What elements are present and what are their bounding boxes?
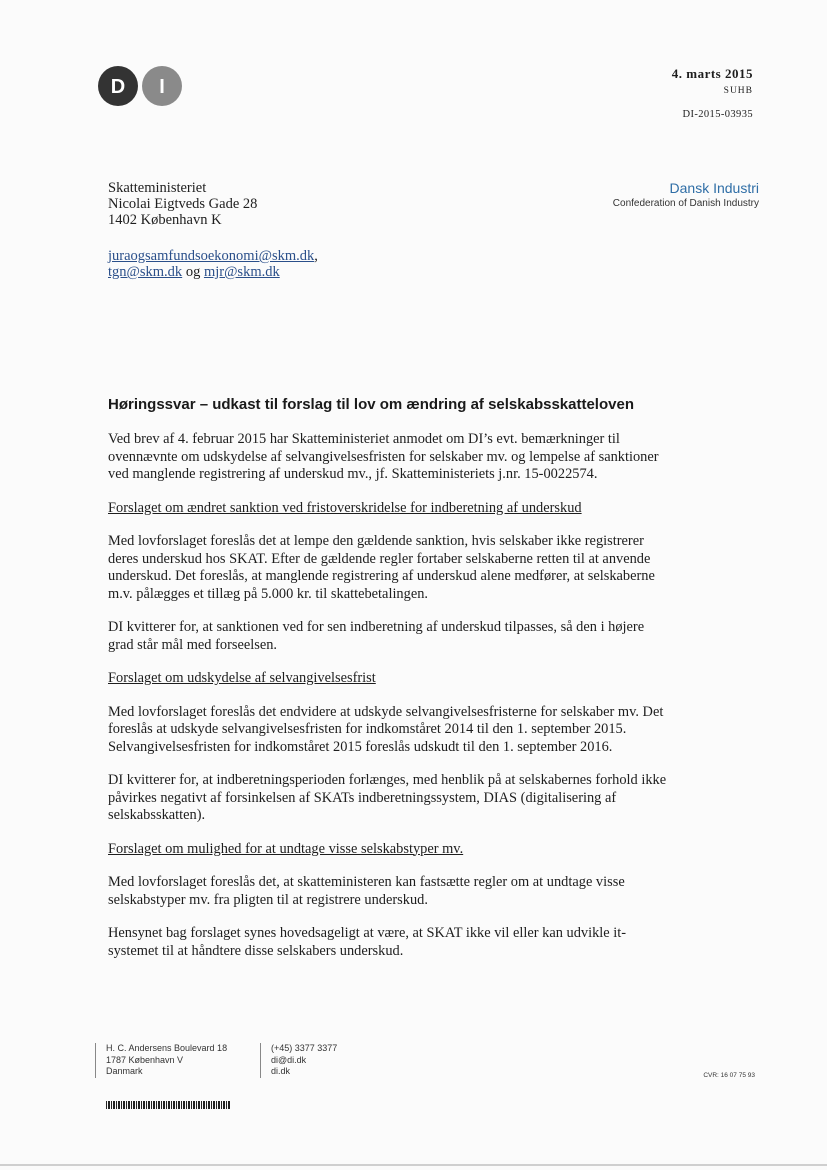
body-paragraph: Hensynet bag forslaget synes hovedsageligt at være, at SKAT ikke vil eller kan udvikle it-systemet til at håndtere disse selskabers underskud. [108,925,627,959]
footer-contact [260,1043,337,1078]
section-heading: Forslaget om ændret sanktion ved fristoverskridelse for indberetning af underskud [108,499,582,516]
recipient-address [108,180,257,228]
brand-block [613,180,759,209]
footer-address [95,1043,227,1078]
body-paragraph: Ved brev af 4. februar 2015 har Skatteministeriet anmodet om DI’s evt. bemærkninger til ovennævnte om udskydelse af selvangivelsesfristen for selskaber mv. og lempelse af sanktioner ved manglende registrering af underskud mv., jf. Skatteministeriets j.nr. 15-0022574. [108,431,659,482]
body-paragraph: DI kvitterer for, at sanktionen ved for sen indberetning af underskud tilpasses, så den i højere grad står mål med forseelsen. [108,619,645,653]
svg-text:D: D [110,76,126,98]
svg-text:I: I [159,76,165,98]
footer-website: di.dk [271,1066,291,1076]
email-separator: , [314,248,318,264]
letter-date: 4. marts 2015 [671,66,753,81]
footer-email: di@di.dk [271,1054,307,1065]
recipient-emails [108,248,318,280]
footer-phone: (+45) 3377 3377 [271,1043,338,1053]
cvr-number: CVR: 16 07 75 93 [703,1072,755,1079]
barcode-icon [106,1101,230,1109]
recipient-line: Nicolai Eigtveds Gade 28 [108,196,258,212]
section-heading: Forslaget om udskydelse af selvangivelsesfrist [108,670,376,686]
email-link-jura[interactable]: juraogsamfundsoekonomi@skm.dk [108,248,315,264]
email-joiner: og [182,264,204,280]
brand-name: Dansk Industri [669,180,759,196]
section-heading: Forslaget om mulighed for at undtage visse selskabstyper mv. [108,840,464,857]
letter-title: Høringssvar – udkast til forslag til lov om ændring af selskabsskatteloven [108,396,634,413]
letter-body [108,431,668,976]
di-logo [98,66,184,106]
footer-line: H. C. Andersens Boulevard 18 [106,1043,228,1053]
body-paragraph: Med lovforslaget foreslås det at lempe den gældende sanktion, hvis selskaber ikke registrerer deres underskud hos SKAT. Efter de gældende regler fortaber selskaberne retten til at anvende underskud. Det foreslås, at manglende registrering af underskud alene medfører, at selskaberne m.v. pålægges et tillæg på 5.000 kr. til skattebetalingen. [108,533,655,602]
email-link-tgn[interactable]: tgn@skm.dk [108,264,183,280]
body-paragraph: Med lovforslaget foreslås det endvidere at udskyde selvangivelsesfristerne for selskaber mv. Det foreslås at udskyde selvangivelsesfristen for indkomståret 2014 til den 1. september 2015. Selvangivelsesfristen for indkomståret 2015 foreslås udskudt til den 1. september 2016. [108,703,664,755]
footer-line: 1787 København V [106,1054,184,1065]
footer-line: Danmark [106,1066,143,1076]
body-paragraph: Med lovforslaget foreslås det, at skatteministeren kan fastsætte regler om at undtage visse selskabstyper mv. fra pligten til at registrere underskud. [108,874,625,908]
recipient-line: 1402 København K [108,212,222,228]
body-paragraph: DI kvitterer for, at indberetningsperioden forlænges, med henblik på at selskabernes forhold ikke påvirkes negativt af forsinkelsen af SKATs indberetningssystem, DIAS (digitalisering af selskabsskatten). [108,772,667,823]
email-link-mjr[interactable]: mjr@skm.dk [203,264,280,280]
reference-number: DI-2015-03935 [682,109,753,120]
author-initials: SUHB [723,86,753,96]
brand-tagline: Confederation of Danish Industry [612,198,759,209]
scan-edge-divider [0,1164,827,1166]
recipient-line: Skatteministeriet [108,180,207,196]
